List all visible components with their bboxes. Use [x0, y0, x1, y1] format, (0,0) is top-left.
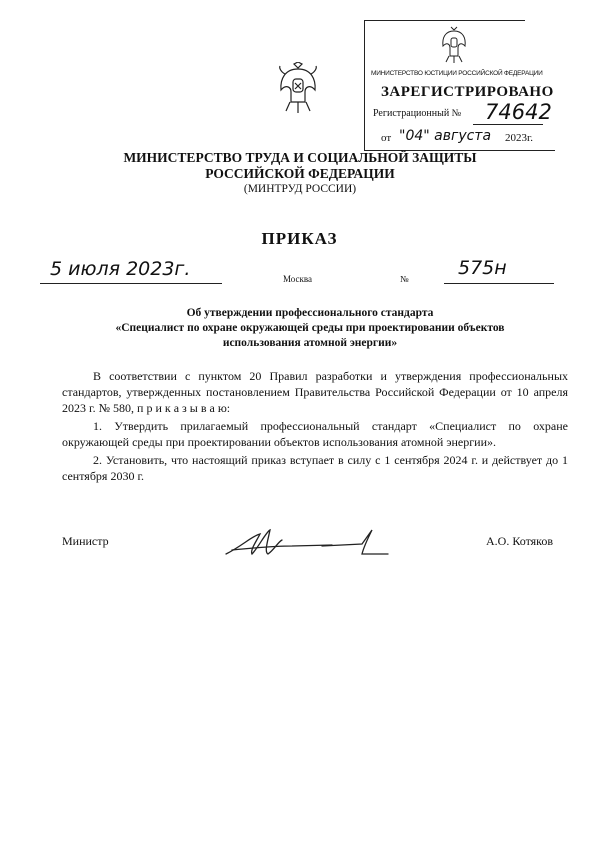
- stamp-reg-number: 74642: [485, 100, 552, 124]
- ministry-title-line1: МИНИСТЕРСТВО ТРУДА И СОЦИАЛЬНОЙ ЗАЩИТЫ: [123, 150, 477, 165]
- number-sign: №: [400, 274, 409, 284]
- subject-line3: использования атомной энергии»: [222, 337, 398, 349]
- body-item-2: 2. Установить, что настоящий приказ вступает в силу с 1 сентября 2024 г. и действует до 1 сентября 2030 г.: [62, 453, 568, 483]
- order-subject: [80, 306, 540, 351]
- stamp-emblem-icon: [439, 26, 469, 64]
- signer-name: А.О. Котяков: [486, 534, 554, 548]
- stamp-date: "04" августа: [399, 128, 492, 144]
- stamp-top-rule: [365, 20, 525, 21]
- order-date: 5 июля 2023г.: [50, 258, 191, 280]
- document-type: ПРИКАЗ: [261, 229, 338, 248]
- date-underline: [40, 283, 222, 284]
- subject-line1: Об утверждении профессионального стандарта: [186, 307, 434, 319]
- body-intro: В соответствии с пунктом 20 Правил разработки и утверждения профессиональных стандартов, утвержденных постановлением Правительства Российской Федерации от 10 апреля 2023 г. № 580, п р и к а з ы в а ю:: [62, 369, 568, 415]
- ministry-short-name: (МИНТРУД РОССИИ): [243, 183, 357, 195]
- body-item-1: 1. Утвердить прилагаемый профессиональный стандарт «Специалист по охране окружающей среды при проектировании объектов использования атомной энергии».: [62, 419, 568, 449]
- stamp-year: 2023г.: [505, 132, 534, 144]
- subject-line2: «Специалист по охране окружающей среды при проектировании объектов: [115, 322, 505, 334]
- stamp-reg-underline: [473, 124, 543, 125]
- coat-of-arms-icon: [277, 62, 319, 114]
- stamp-ministry: МИНИСТЕРСТВО ЮСТИЦИИ РОССИЙСКОЙ ФЕДЕРАЦИИ: [371, 70, 543, 77]
- order-number: 575н: [458, 257, 507, 279]
- stamp-from-label: от: [381, 132, 392, 144]
- city: Москва: [283, 274, 312, 284]
- signer-position: Министр: [62, 534, 109, 548]
- handwritten-signature: [222, 524, 392, 564]
- number-underline: [444, 283, 554, 284]
- stamp-reg-label: Регистрационный №: [373, 108, 462, 119]
- stamp-title: ЗАРЕГИСТРИРОВАНО: [381, 84, 554, 100]
- registration-stamp: [364, 20, 555, 151]
- ministry-title-line2: РОССИЙСКОЙ ФЕДЕРАЦИИ: [205, 166, 395, 181]
